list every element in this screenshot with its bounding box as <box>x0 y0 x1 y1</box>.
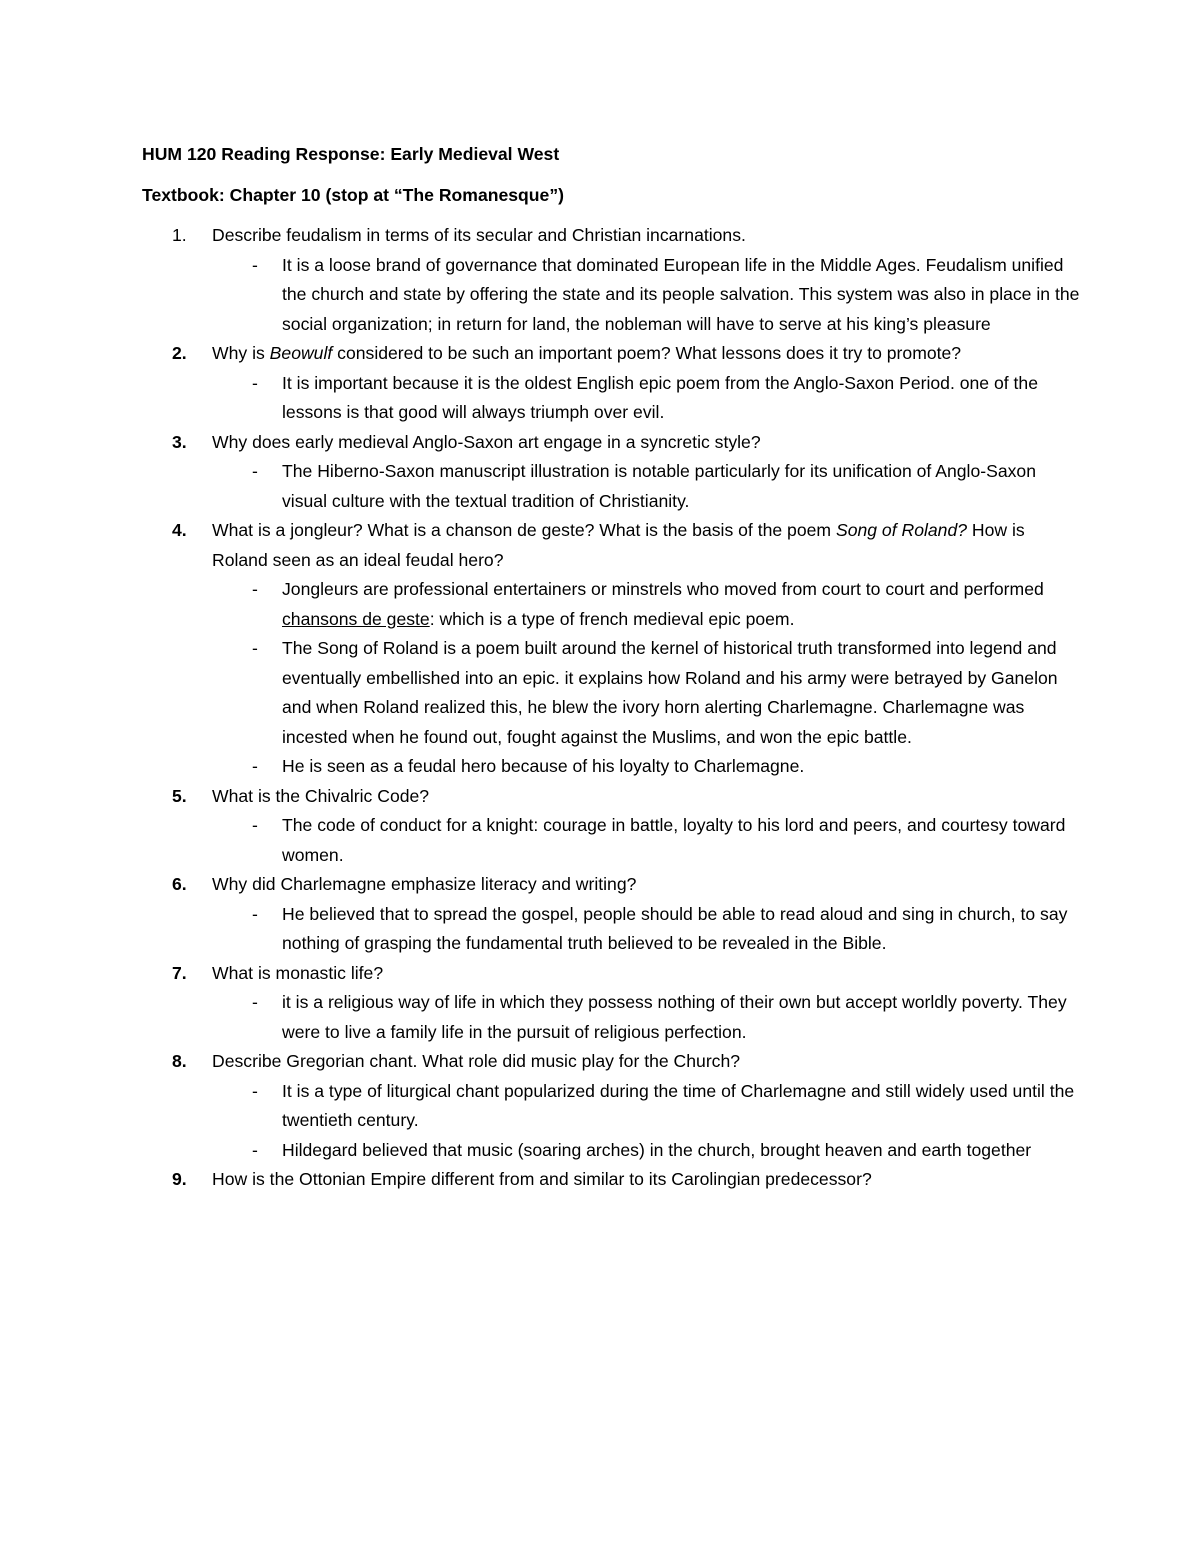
bullet-dash: - <box>252 815 258 835</box>
question-9 <box>142 1165 1082 1195</box>
question-text-part: How is Roland seen as an ideal feudal hero? <box>212 520 1025 570</box>
document-page <box>142 140 1082 1195</box>
question-5 <box>142 782 1082 871</box>
answer-item <box>212 251 1082 340</box>
bullet-dash: - <box>252 756 258 776</box>
answer-text: He is seen as a feudal hero because of his loyalty to Charlemagne. <box>282 756 805 776</box>
question-number: 8. <box>172 1051 187 1071</box>
answer-list <box>212 1077 1082 1166</box>
question-number: 3. <box>172 431 187 452</box>
bullet-dash: - <box>252 579 258 599</box>
question-number: 5. <box>172 785 187 806</box>
answer-item <box>212 988 1082 1047</box>
question-text: How is the Ottonian Empire different from and similar to its Carolingian predecessor? <box>212 1169 872 1189</box>
book-title-song-of-roland: Song of Roland? <box>835 520 968 540</box>
bullet-dash: - <box>252 1080 258 1101</box>
question-1 <box>142 221 1082 339</box>
question-7 <box>142 959 1082 1048</box>
question-text: Why did Charlemagne emphasize literacy and writing? <box>212 874 637 894</box>
question-text: What is monastic life? <box>212 962 384 983</box>
bullet-dash: - <box>252 1139 258 1160</box>
answer-text: it is a religious way of life in which they possess nothing of their own but accept worldly poverty. They were to live a family life in the pursuit of religious perfection. <box>282 992 1067 1042</box>
bullet-dash: - <box>252 992 258 1012</box>
question-3 <box>142 428 1082 517</box>
answer-text: The code of conduct for a knight: courage in battle, loyalty to his lord and peers, and courtesy toward women. <box>282 815 1066 865</box>
answer-item <box>212 457 1082 516</box>
question-6 <box>142 870 1082 959</box>
question-text: Describe Gregorian chant. What role did music play for the Church? <box>212 1051 741 1071</box>
answer-text: Hildegard believed that music (soaring arches) in the church, brought heaven and earth together <box>282 1139 1032 1160</box>
answer-item <box>212 575 1082 634</box>
underlined-term: chansons de geste <box>282 608 430 629</box>
answer-text-part: Jongleurs are professional entertainers or minstrels who moved from court to court and performed <box>282 579 1044 599</box>
answer-text: He believed that to spread the gospel, people should be able to read aloud and sing in church, to say nothing of grasping the fundamental truth believed to be revealed in the Bible. <box>282 903 1068 953</box>
question-text <box>212 339 1082 369</box>
question-number: 6. <box>172 874 187 894</box>
answer-list <box>212 251 1082 340</box>
question-text: Why does early medieval Anglo-Saxon art engage in a syncretic style? <box>212 431 761 452</box>
question-text: Describe feudalism in terms of its secular and Christian incarnations. <box>212 225 746 245</box>
answer-item <box>212 369 1082 428</box>
answer-item <box>212 752 1082 782</box>
answer-text: The Song of Roland is a poem built around the kernel of historical truth transformed into legend and eventually embellished into an epic. it explains how Roland and his army were betrayed by Ganelon and when Roland realized this, he blew the ivory horn alerting Charlemagne. Charlemagne was incested when he found out, fought against the Muslims, and won the epic battle. <box>282 638 1058 747</box>
answer-text: It is a loose brand of governance that dominated European life in the Middle Ages. Feudalism unified the church and state by offering the state and its people salvation. This system was also in place in the social organization; in return for land, the nobleman will have to serve at his king’s pleasure <box>282 254 1080 334</box>
question-list <box>142 221 1082 1195</box>
question-number: 7. <box>172 962 187 983</box>
bullet-dash: - <box>252 903 258 924</box>
answer-item <box>212 634 1082 752</box>
answer-text: It is important because it is the oldest English epic poem from the Anglo-Saxon Period. one of the lessons is that good will always triumph over evil. <box>282 372 1038 422</box>
question-text-part: considered to be such an important poem? What lessons does it try to promote? <box>332 343 962 363</box>
answer-list <box>212 811 1082 870</box>
question-2 <box>142 339 1082 428</box>
bullet-dash: - <box>252 638 258 658</box>
answer-text: The Hiberno-Saxon manuscript illustration is notable particularly for its unification of Anglo-Saxon visual culture with the textual tradition of Christianity. <box>282 461 1036 511</box>
answer-item <box>212 1136 1082 1166</box>
question-number: 9. <box>172 1169 187 1189</box>
answer-list <box>212 369 1082 428</box>
question-text: What is the Chivalric Code? <box>212 785 430 806</box>
question-number: 4. <box>172 520 187 540</box>
answer-text <box>282 579 1044 629</box>
document-subtitle: Textbook: Chapter 10 (stop at “The Romanesque”) <box>142 184 564 205</box>
question-text-part: Why is <box>212 343 270 363</box>
answer-item <box>212 1077 1082 1136</box>
question-number: 1. <box>172 225 187 245</box>
answer-list <box>212 457 1082 516</box>
answer-text: It is a type of liturgical chant popularized during the time of Charlemagne and still widely used until the twentieth century. <box>282 1080 1075 1130</box>
answer-item <box>212 811 1082 870</box>
bullet-dash: - <box>252 372 258 393</box>
question-number: 2. <box>172 343 187 363</box>
question-8 <box>142 1047 1082 1165</box>
question-text-part: What is a jongleur? What is a chanson de geste? What is the basis of the poem <box>212 520 836 540</box>
bullet-dash: - <box>252 461 258 481</box>
book-title-beowulf: Beowulf <box>269 343 333 363</box>
question-text <box>212 516 1082 575</box>
question-4 <box>142 516 1082 782</box>
answer-list <box>212 575 1082 782</box>
answer-text-part: : which is a type of french medieval epic poem. <box>429 608 795 629</box>
answer-item <box>212 900 1082 959</box>
answer-list <box>212 988 1082 1047</box>
bullet-dash: - <box>252 254 258 275</box>
answer-list <box>212 900 1082 959</box>
document-title: HUM 120 Reading Response: Early Medieval West <box>142 144 560 164</box>
